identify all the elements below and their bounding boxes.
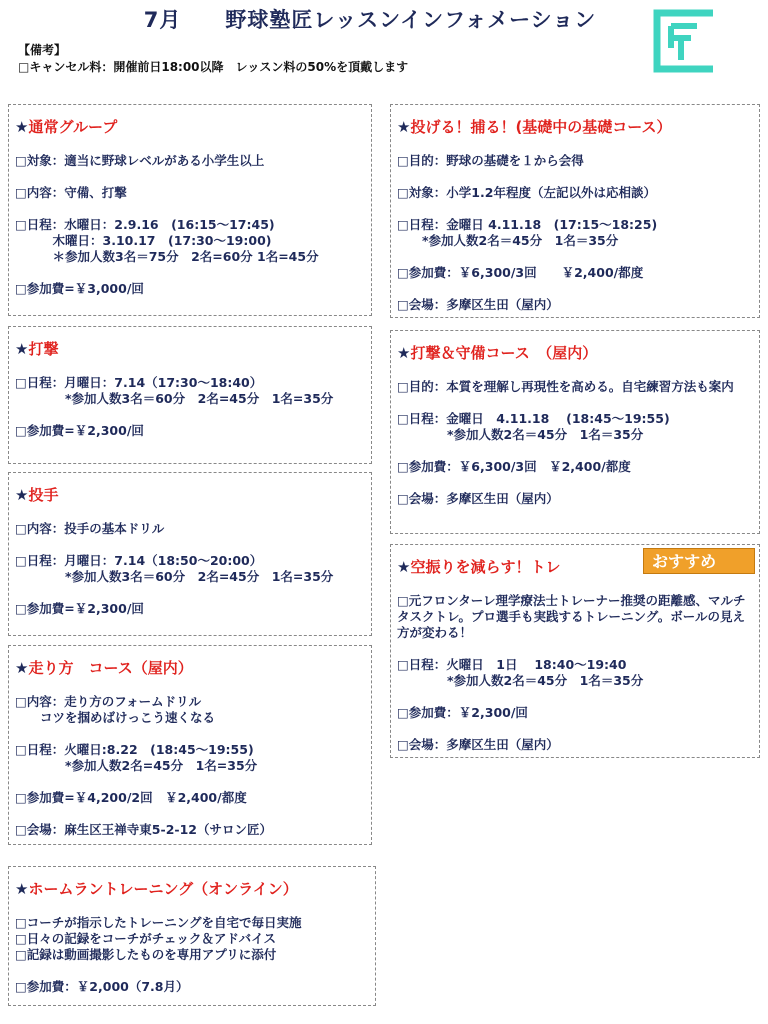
section-title: ★ホームラントレーニング（オンライン） [15, 880, 298, 898]
section-title: ★打撃 [15, 340, 59, 358]
notes-line: □キャンセル料：開催前日18:00以降 レッスン料の50%を頂戴します [18, 60, 409, 74]
basics-box: ★投げる！捕る！(基礎中の基礎コース） □目的：野球の基礎を１から会得 □対象：小学1.2年程度（左記以外は応相談） □日程：金曜日 4.11.18 (17:15〜18:25) *参加人数2名＝45分 1名＝35分 □参加費：￥6,300/3回 ￥2,400/都度 □会場：多摩区生田（屋内） [390, 104, 760, 318]
batting-fielding-box: ★打撃＆守備コース （屋内） □目的：本質を理解し再現性を高める。自宅練習方法も案内 □日程：金曜日 4.11.18 (18:45〜19:55) *参加人数2名＝45分 1名＝35分 □参加費：￥6,300/3回 ￥2,400/都度 □会場：多摩区生田（屋内） [390, 330, 760, 534]
section-title: ★投げる！捕る！(基礎中の基礎コース） [397, 118, 672, 136]
section-title: ★通常グループ [15, 118, 118, 136]
homerun-box: ★ホームラントレーニング（オンライン） □コーチが指示したトレーニングを自宅で毎日実施 □日々の記録をコーチがチェック＆アドバイス □記録は動画撮影したものを専用アプリに添付 □参加費：￥2,000（7.8月） [8, 866, 376, 1006]
swing-training-box: ★空振りを減らす！トレ □元フロンターレ理学療法士トレーナー推奨の距離感、マルチタスクトレ。プロ選手も実践するトレーニング。ボールの見え方が変わる！ □日程：火曜日 1日 18:40〜19:40 *参加人数2名＝45分 1名＝35分 □参加費：￥2,300/回 □会場：多摩区生田（屋内） [390, 544, 760, 758]
running-box: ★走り方 コース（屋内） □内容：走り方のフォームドリル コツを掴めばけっこう速くなる □日程：火曜日:8.22 (18:45〜19:55) *参加人数2名=45分 1名=35分 □参加費=￥4,200/2回 ￥2,400/都度 □会場：麻生区王禅寺東5-2-12（サロン匠） [8, 645, 372, 845]
page-title: 7月 野球塾匠レッスンインフォメーション [143, 8, 597, 32]
pitcher-box: ★投手 □内容：投手の基本ドリル □日程：月曜日：7.14（18:50〜20:00） *参加人数3名＝60分 2名=45分 1名=35分 □参加費=￥2,300/回 [8, 472, 372, 636]
section-title: ★打撃＆守備コース （屋内） [397, 344, 598, 362]
batting-box: ★打撃 □日程：月曜日：7.14（17:30〜18:40） *参加人数3名＝60分 2名=45分 1名=35分 □参加費=￥2,300/回 [8, 326, 372, 464]
recommended-badge: おすすめ [643, 548, 755, 574]
regular-group-box: ★通常グループ □対象：適当に野球レベルがある小学生以上 □内容：守備、打撃 □日程：水曜日：2.9.16 (16:15〜17:45) 木曜日：3.10.17 (17:30〜19:00) ＊参加人数3名＝75分 2名=60分 1名=45分 □参加費=￥3,000/回 [8, 104, 372, 316]
takumi-logo [651, 8, 719, 74]
section-title: ★走り方 コース（屋内） [15, 659, 193, 677]
notes-heading: 【備考】 [18, 43, 67, 57]
notes [18, 42, 408, 76]
section-title: ★投手 [15, 486, 59, 504]
section-title: ★空振りを減らす！トレ [397, 558, 561, 576]
